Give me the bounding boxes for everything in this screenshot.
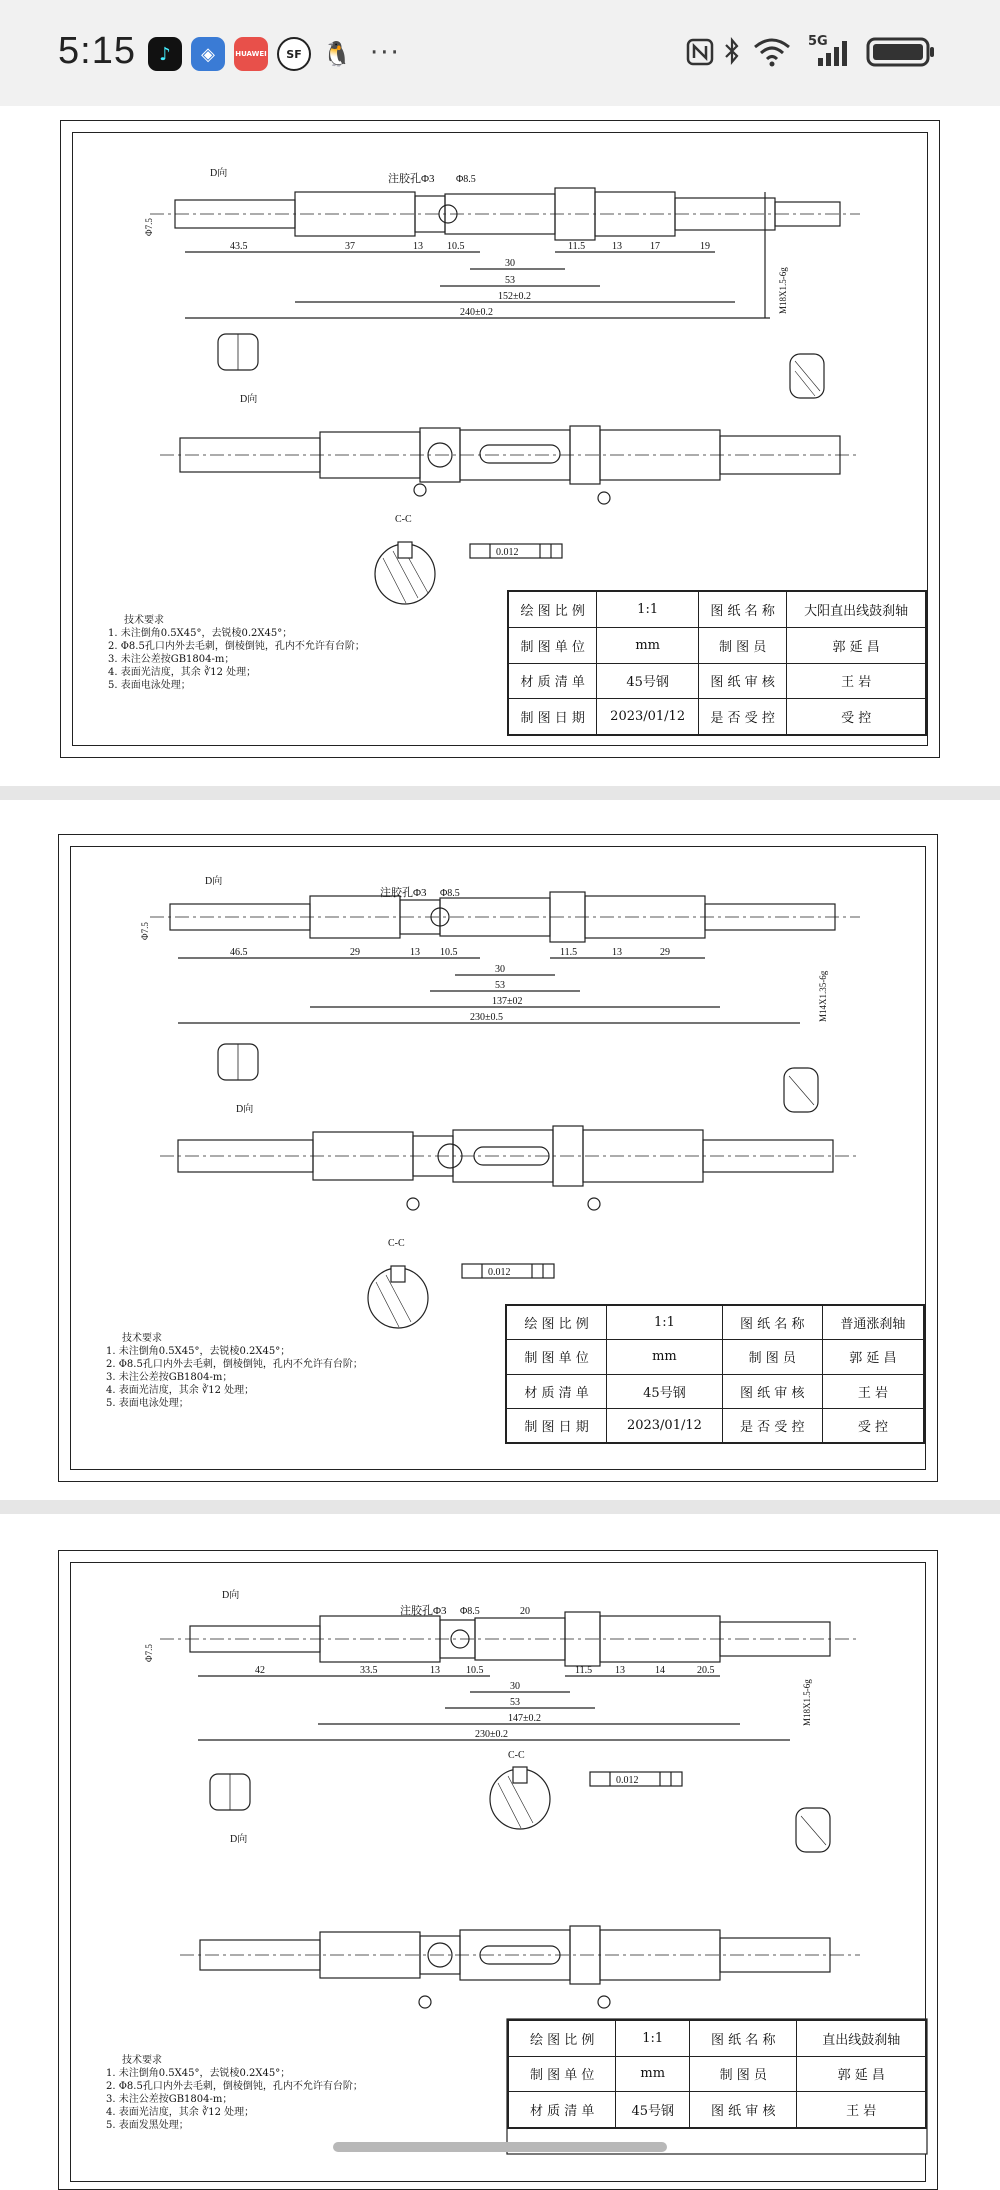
tb-label: 制 图 日 期 — [507, 1408, 607, 1442]
tb-value: 王 岩 — [822, 1374, 923, 1408]
tb-label: 制 图 员 — [698, 627, 786, 663]
tb-value: 郭 延 昌 — [822, 1340, 923, 1374]
dim-label: 10.5 — [447, 241, 465, 252]
tb-label: 图 纸 审 核 — [698, 663, 786, 699]
nfc-icon — [685, 34, 715, 70]
tb-label: 图 纸 审 核 — [690, 2092, 797, 2128]
tb-label: 图 纸 审 核 — [722, 1374, 822, 1408]
dim-label: 240±0.2 — [460, 307, 493, 318]
tb-value: 王 岩 — [797, 2092, 926, 2128]
dim-label: 13 — [410, 947, 420, 958]
tb-value: 1:1 — [597, 592, 699, 628]
dim-label: 42 — [255, 1665, 265, 1676]
status-bar — [0, 0, 1000, 106]
dim-label: D向 — [205, 876, 223, 887]
tb-label: 是 否 受 控 — [698, 699, 786, 735]
bluetooth-icon — [722, 34, 742, 70]
dim-label: 147±0.2 — [508, 1713, 541, 1724]
shaft-dia-label: Φ7.5 — [140, 922, 150, 940]
dim-label: 53 — [510, 1697, 520, 1708]
dim-label: 17 — [650, 241, 660, 252]
dim-label: 13 — [612, 241, 622, 252]
dim-label: 0.012 — [616, 1775, 639, 1786]
tb-value: 普通涨刹轴 — [822, 1306, 923, 1340]
tb-label: 绘 图 比 例 — [507, 1306, 607, 1340]
dim-label: D向 — [222, 1590, 240, 1601]
tb-value: 郭 延 昌 — [797, 2056, 926, 2092]
technical-notes: 技术要求 1. 未注倒角0.5X45°，去锐棱0.2X45°； 2. Φ8.5孔口内外去毛刺，倒棱倒钝，孔内不允许有台阶； 3. 未注公差按GB1804-m； 4. 表面光洁度，其余 ∛12 处理； 5. 表面电泳处理； — [106, 1333, 363, 1409]
dim-label: 30 — [510, 1681, 520, 1692]
tb-value: mm — [616, 2056, 690, 2092]
sf-express-icon: SF — [277, 37, 311, 71]
signal-icon — [810, 34, 860, 70]
tb-label: 图 纸 名 称 — [698, 592, 786, 628]
network-type: 5G — [808, 34, 828, 49]
shaft-dia-label: Φ7.5 — [144, 218, 154, 236]
dim-label: 注胶孔Φ3 — [380, 887, 427, 899]
tiktok-icon: ♪ — [148, 37, 182, 71]
tb-label: 绘 图 比 例 — [509, 2021, 616, 2057]
dim-label: 0.012 — [496, 547, 519, 558]
dim-label: 37 — [345, 241, 355, 252]
dim-label: 10.5 — [440, 947, 458, 958]
tb-value: 1:1 — [616, 2021, 690, 2057]
technical-notes: 技术要求 1. 未注倒角0.5X45°，去锐棱0.2X45°； 2. Φ8.5孔口内外去毛刺，倒棱倒钝，孔内不允许有台阶； 3. 未注公差按GB1804-m； 4. 表面光洁度，其余 ∛12 处理； 5. 表面发黑处理； — [106, 2055, 363, 2131]
tb-value: 45号钢 — [607, 1374, 722, 1408]
dim-label: 14 — [655, 1665, 665, 1676]
dim-label: 53 — [495, 980, 505, 991]
dim-label: 0.012 — [488, 1267, 511, 1278]
app-blue-icon: ◈ — [191, 37, 225, 71]
more-notifications: ··· — [370, 38, 401, 68]
dim-label: 11.5 — [560, 947, 578, 958]
tb-label: 制 图 员 — [690, 2056, 797, 2092]
dim-label: Φ8.5 — [456, 174, 476, 185]
dim-label: 152±0.2 — [498, 291, 531, 302]
tb-value: mm — [607, 1340, 722, 1374]
thread-label: M14X1.35-6g — [818, 970, 828, 1022]
home-indicator[interactable] — [333, 2142, 667, 2152]
dim-label: D向 — [230, 1834, 248, 1845]
dim-label: 43.5 — [230, 241, 248, 252]
tb-value: mm — [597, 627, 699, 663]
dim-label: 11.5 — [575, 1665, 593, 1676]
dim-label: 13 — [612, 947, 622, 958]
tb-value: 1:1 — [607, 1306, 722, 1340]
qq-icon: 🐧 — [322, 40, 352, 68]
dim-label: Φ8.5 — [440, 888, 460, 899]
dim-label: D向 — [210, 168, 228, 179]
tb-value: 2023/01/12 — [607, 1408, 722, 1442]
tb-value: 受 控 — [787, 699, 926, 735]
wifi-icon — [752, 34, 792, 70]
dim-label: 注胶孔Φ3 — [388, 173, 435, 185]
dim-label: 19 — [700, 241, 710, 252]
dim-label: 30 — [505, 258, 515, 269]
dim-label: 20.5 — [697, 1665, 715, 1676]
dim-label: 13 — [413, 241, 423, 252]
tb-value: 45号钢 — [597, 663, 699, 699]
dim-label: 230±0.5 — [470, 1012, 503, 1023]
thread-label: M18X1.5-6g — [802, 1679, 812, 1726]
battery-icon — [866, 34, 936, 70]
dim-label: 11.5 — [568, 241, 586, 252]
technical-notes: 技术要求 1. 未注倒角0.5X45°，去锐棱0.2X45°； 2. Φ8.5孔口内外去毛刺，倒棱倒钝，孔内不允许有台阶； 3. 未注公差按GB1804-m； 4. 表面光洁度，其余 ∛12 处理； 5. 表面电泳处理； — [108, 615, 365, 691]
dim-label: 13 — [430, 1665, 440, 1676]
title-block — [507, 590, 927, 736]
clock: 5:15 — [58, 30, 136, 72]
title-block — [507, 2019, 927, 2129]
dim-label: 137±02 — [492, 996, 523, 1007]
thread-label: M18X1.5-6g — [778, 267, 788, 314]
dim-label: 注胶孔Φ3 — [400, 1605, 447, 1617]
dim-label: 13 — [615, 1665, 625, 1676]
tb-value: 2023/01/12 — [597, 699, 699, 735]
tb-value: 大阳直出线鼓刹轴 — [787, 592, 926, 628]
dim-label: 230±0.2 — [475, 1729, 508, 1740]
tb-label: 绘 图 比 例 — [509, 592, 597, 628]
dim-label: 33.5 — [360, 1665, 378, 1676]
tb-label: 图 纸 名 称 — [722, 1306, 822, 1340]
dim-label: C-C — [388, 1238, 405, 1249]
dim-label: 10.5 — [466, 1665, 484, 1676]
dim-label: 53 — [505, 275, 515, 286]
dim-label: 29 — [350, 947, 360, 958]
tb-label: 制 图 单 位 — [509, 2056, 616, 2092]
drawing-sheet-3[interactable] — [0, 1514, 1000, 2167]
tb-label: 图 纸 名 称 — [690, 2021, 797, 2057]
dim-label: C-C — [395, 514, 412, 525]
dim-label: 20 — [520, 1606, 530, 1617]
tb-label: 材 质 清 单 — [507, 1374, 607, 1408]
tb-value: 王 岩 — [787, 663, 926, 699]
dim-label: 46.5 — [230, 947, 248, 958]
image-separator — [0, 1500, 1000, 1514]
tb-label: 制 图 日 期 — [509, 699, 597, 735]
tb-label: 制 图 员 — [722, 1340, 822, 1374]
tb-value: 受 控 — [822, 1408, 923, 1442]
dim-label: 30 — [495, 964, 505, 975]
title-block — [505, 1304, 925, 1444]
tb-value: 45号钢 — [616, 2092, 690, 2128]
drawing-sheet-2[interactable] — [0, 800, 1000, 1500]
tb-label: 制 图 单 位 — [507, 1340, 607, 1374]
tb-label: 是 否 受 控 — [722, 1408, 822, 1442]
tb-label: 材 质 清 单 — [509, 2092, 616, 2128]
tb-value: 郭 延 昌 — [787, 627, 926, 663]
dim-label: 29 — [660, 947, 670, 958]
dim-label: D向 — [236, 1104, 254, 1115]
drawing-sheet-1[interactable] — [0, 106, 1000, 786]
tb-label: 材 质 清 单 — [509, 663, 597, 699]
tb-value: 直出线鼓刹轴 — [797, 2021, 926, 2057]
dim-label: D向 — [240, 394, 258, 405]
tb-label: 制 图 单 位 — [509, 627, 597, 663]
image-separator — [0, 786, 1000, 800]
dim-label: C-C — [508, 1750, 525, 1761]
dim-label: Φ8.5 — [460, 1606, 480, 1617]
huawei-icon: HUAWEI — [234, 37, 268, 71]
shaft-dia-label: Φ7.5 — [144, 1644, 154, 1662]
